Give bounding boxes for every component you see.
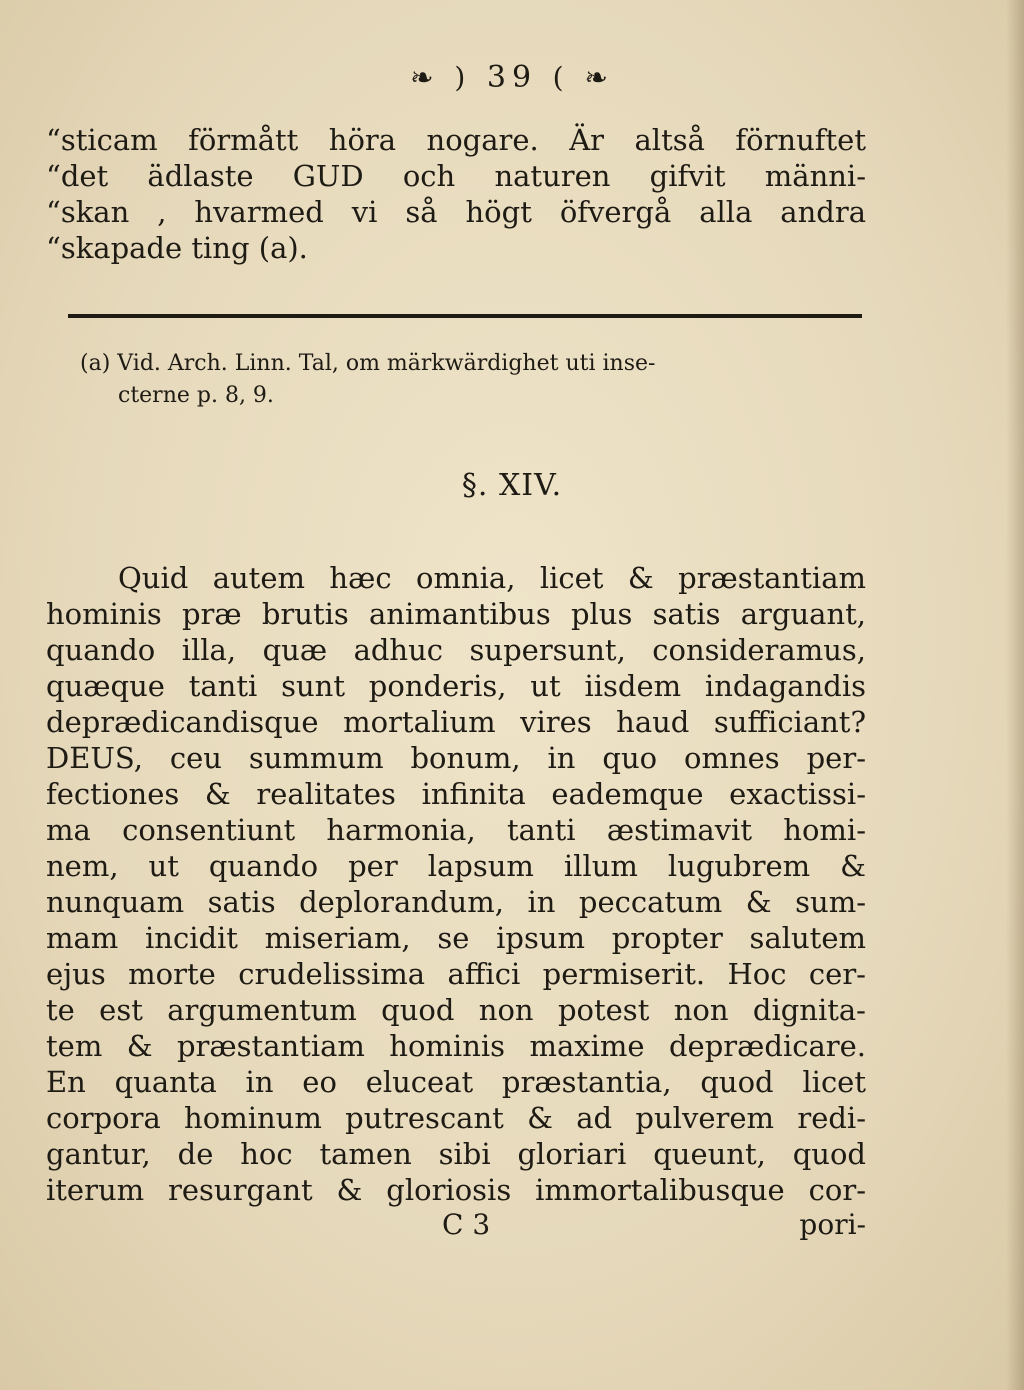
body-line: mam incidit miseriam, se ipsum propter salutem — [46, 921, 866, 955]
body-line: quæque tanti sunt ponderis, ut iisdem indagandis — [46, 669, 866, 703]
body-line: ma consentiunt harmonia, tanti æstimavit homi- — [46, 813, 866, 847]
footnote-line: (a) Vid. Arch. Linn. Tal, om märkwärdighet uti inse- — [80, 351, 656, 376]
running-header — [0, 60, 1024, 95]
page-footer — [46, 1208, 866, 1248]
quote-line: “det ädlaste GUD och naturen gifvit männi- — [46, 159, 866, 193]
left-ornament: ❧ ) — [410, 61, 472, 94]
footnote — [80, 348, 870, 412]
body-line: DEUS, ceu summum bonum, in quo omnes per- — [46, 741, 866, 775]
body-line: nunquam satis deplorandum, in peccatum & sum- — [46, 885, 866, 919]
body-line: ejus morte crudelissima affici permiserit. Hoc cer- — [46, 957, 866, 991]
body-line: gantur, de hoc tamen sibi gloriari queunt, quod — [46, 1137, 866, 1171]
body-text — [46, 560, 866, 1208]
quote-line: “skapade ting (a). — [46, 231, 308, 265]
quote-line: “sticam förmått höra nogare. Är altså förnuftet — [46, 123, 866, 157]
catchword: pori- — [799, 1208, 866, 1241]
right-ornament: ( ❧ — [552, 61, 614, 94]
body-line: iterum resurgant & gloriosis immortalibusque cor- — [46, 1173, 866, 1207]
body-line: hominis præ brutis animantibus plus satis arguant, — [46, 597, 866, 631]
quote-block — [46, 122, 866, 266]
body-line: quando illa, quæ adhuc supersunt, consideramus, — [46, 633, 866, 667]
body-line: te est argumentum quod non potest non dignita- — [46, 993, 866, 1027]
body-line: deprædicandisque mortalium vires haud sufficiant? — [46, 705, 866, 739]
quote-line: “skan , hvarmed vi så högt öfvergå alla andra — [46, 195, 866, 229]
page-edge-shadow — [1006, 0, 1024, 1390]
section-heading: §. XIV. — [461, 468, 563, 503]
body-line: nem, ut quando per lapsum illum lugubrem & — [46, 849, 866, 883]
signature-mark: C 3 — [442, 1208, 491, 1241]
body-line: En quanta in eo eluceat præstantia, quod licet — [46, 1065, 866, 1099]
page-number: 39 — [486, 60, 538, 95]
body-line: fectiones & realitates infinita eademque exactissi- — [46, 777, 866, 811]
footnote-line: cterne p. 8, 9. — [118, 383, 274, 408]
footnote-rule — [68, 314, 862, 318]
body-line: Quid autem hæc omnia, licet & præstantiam — [118, 561, 866, 595]
body-line: corpora hominum putrescant & ad pulverem redi- — [46, 1101, 866, 1135]
body-line: tem & præstantiam hominis maxime deprædicare. — [46, 1029, 866, 1063]
